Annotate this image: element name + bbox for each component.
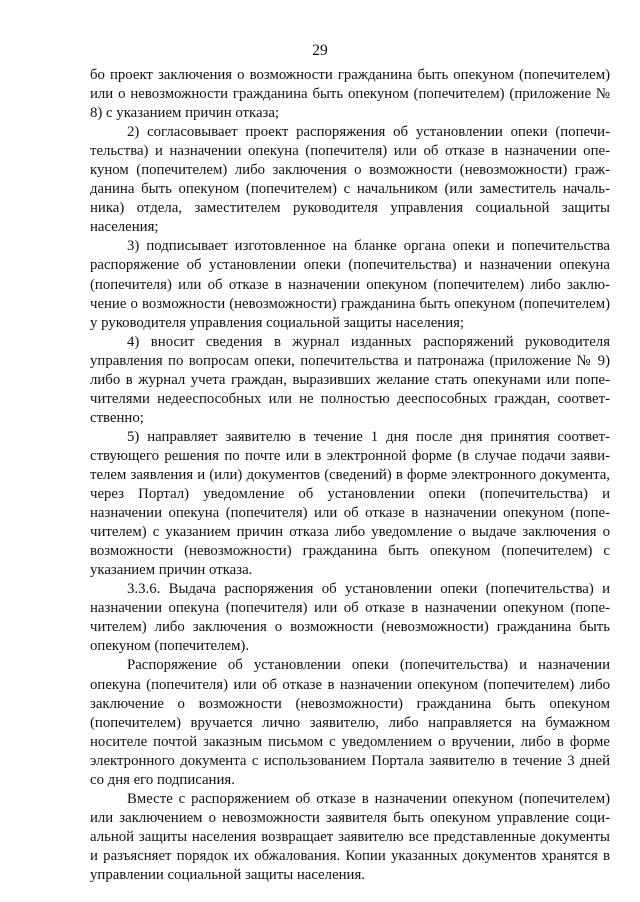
page-number: 29: [312, 42, 328, 59]
paragraph: 3) подписывает изготовленное на бланке органа опеки и попечительства распоряжение об установлении опеки (попечительства) и назначении опекуна (попечителя) или об отказе в назначении опекуном (попечителем) либо заключение о возможности (невозможности) гражданина быть опекуном (попечителем) у руководителя управления социальной защиты населения;: [90, 238, 610, 331]
paragraph: Вместе с распоряжением об отказе в назначении опекуном (попечителем) или заключением о невозможности заявителя быть опекуном управление социальной защиты населения возвращает заявителю все представленные документы и разъясняет порядок их обжалования. Копии указанных документов хранятся в управлении социальной защиты населения.: [90, 790, 610, 883]
paragraph: Распоряжение об установлении опеки (попечительства) и назначении опекуна (попечителя) или об отказе в назначении опекуном (попечителем) либо заключение о возможности (невозможности) гражданина быть опекуном (попечителем) вручается лично заявителю, либо направляется на бумажном носителе почтой заказным письмом с уведомлением о вручении, либо в форме электронного документа с использованием Портала заявителю в течение 3 дней со дня его подписания.: [90, 657, 610, 788]
paragraph: 4) вносит сведения в журнал изданных распоряжений руководителя управления по вопросам опеки, попечительства и патронажа (приложение № 9) либо в журнал учета граждан, выразивших желание стать опекунами или попечителями недееспособных или не полностью дееспособных граждан, соответственно;: [90, 333, 610, 426]
paragraph: 2) согласовывает проект распоряжения об установлении опеки (попечительства) и назначении опекуна (попечителя) или об отказе в назначении опекуном (попечителем) либо заключения о возможности (невозможности) гражданина быть опекуном (попечителем) с начальником (или заместитель начальника) отдела, заместителем руководителя управления социальной защиты населения;: [90, 124, 610, 236]
paragraph: 5) направляет заявителю в течение 1 дня после дня принятия соответствующего решения по почте или в электронной форме (в случае подачи заявителем заявления и (или) документов (сведений) в форме электронного документа, через Портал) уведомление об установлении опеки (попечительства) и назначении опекуна (попечителя) или об отказе в назначении опекуном (попечителем) с указанием причин отказа либо уведомление о выдаче заключения о возможности (невозможности) гражданина быть опекуном (попечителем) с указанием причин отказа.: [90, 428, 610, 579]
paragraph: бо проект заключения о возможности гражданина быть опекуном (попечителем) или о невозможности гражданина быть опекуном (попечителем) (приложение № 8) с указанием причин отказа;: [90, 67, 610, 122]
document-body: [90, 66, 610, 885]
paragraph: 3.3.6. Выдача распоряжения об установлении опеки (попечительства) и назначении опекуна (попечителя) или об отказе в назначении опекуном (попечителем) либо заключения о возможности (невозможности) гражданина быть опекуном (попечителем).: [90, 581, 610, 655]
